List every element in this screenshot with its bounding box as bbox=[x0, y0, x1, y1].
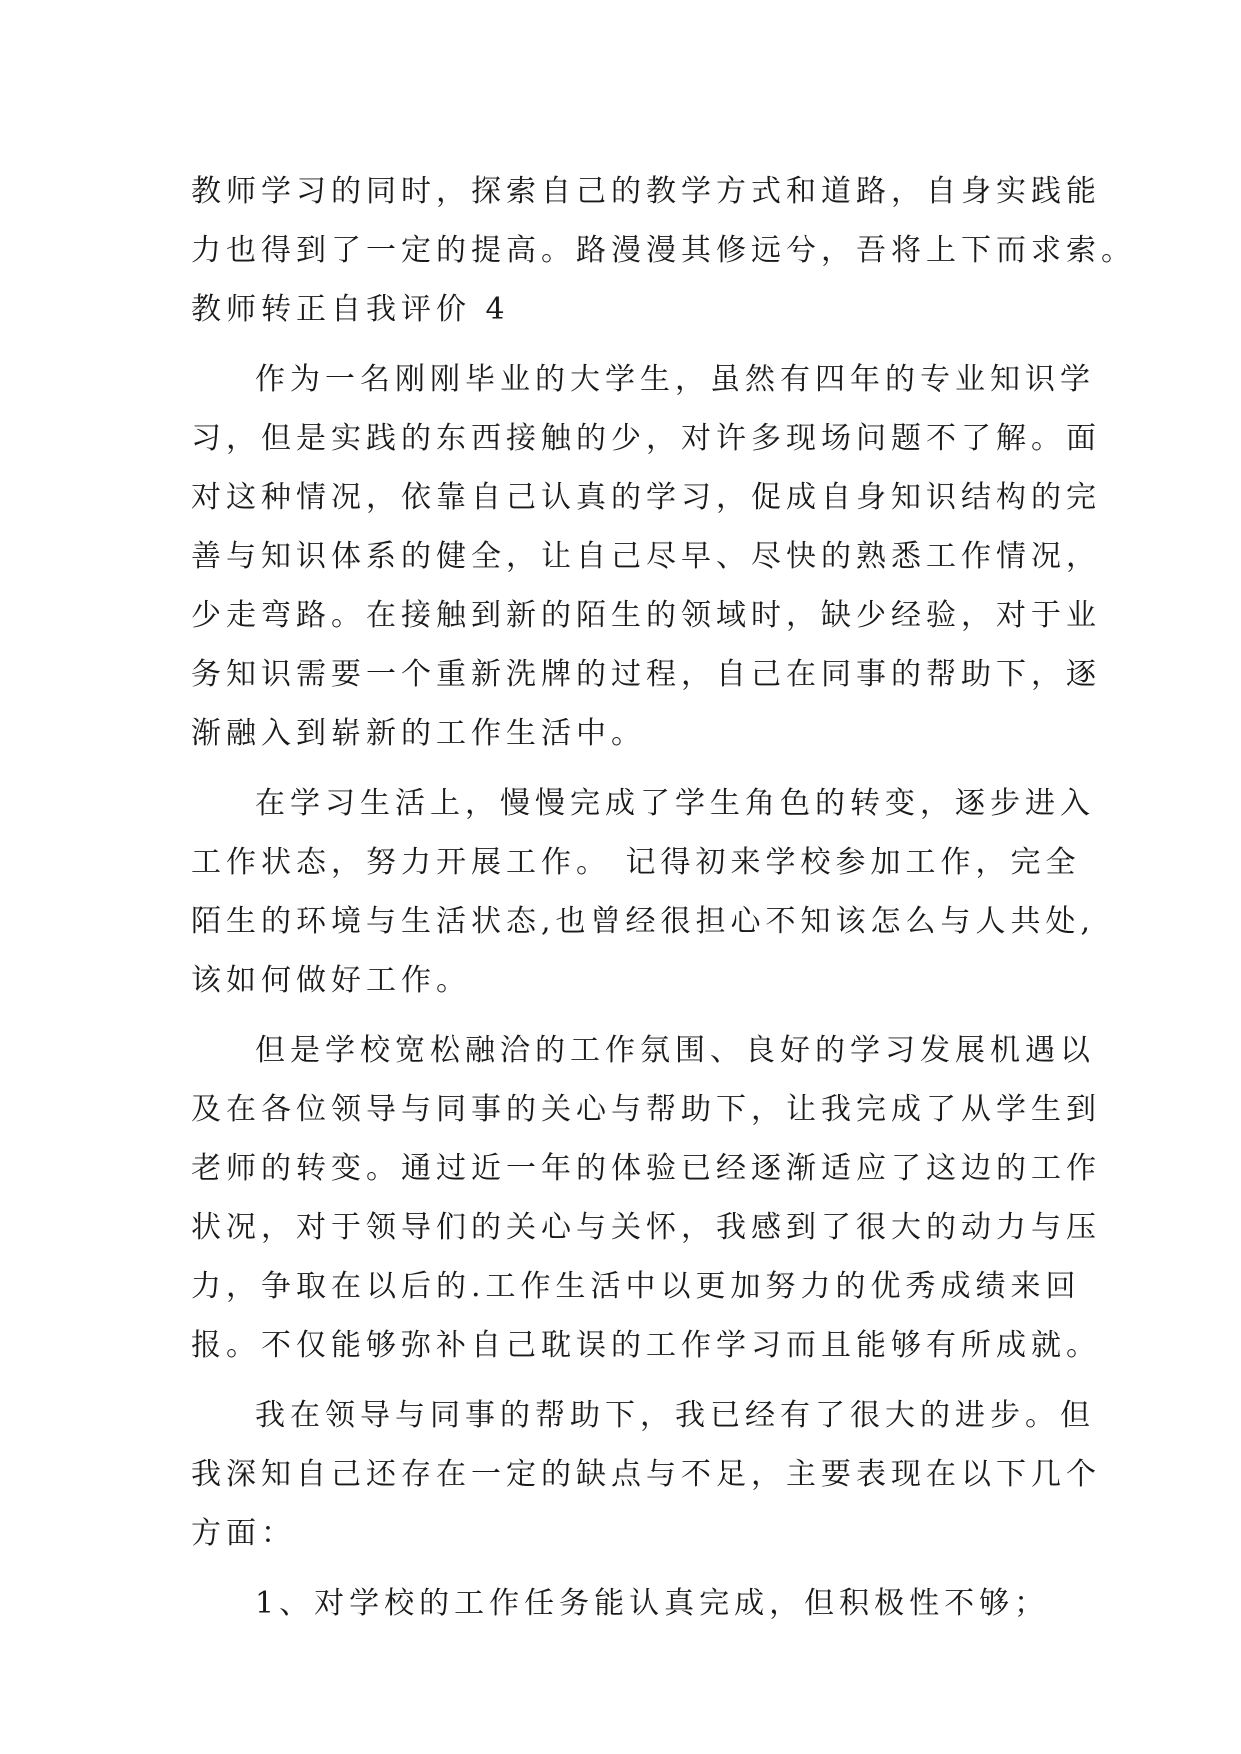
text-line: 陌生的环境与生活状态,也曾经很担心不知该怎么与人共处, bbox=[191, 904, 1096, 939]
text-line: 工作状态，努力开展工作。 记得初来学校参加工作，完全 bbox=[191, 845, 1081, 880]
paragraph-start-line: 我在领导与同事的帮助下，我已经有了很大的进步。但 bbox=[255, 1398, 1095, 1433]
text-line: 状况，对于领导们的关心与关怀，我感到了很大的动力与压 bbox=[191, 1210, 1101, 1245]
text-line: 力，争取在以后的.工作生活中以更加努力的优秀成绩来回 bbox=[191, 1269, 1081, 1304]
text-line: 力也得到了一定的提高。路漫漫其修远兮，吾将上下而求索。 bbox=[191, 233, 1136, 268]
text-line: 方面： bbox=[191, 1516, 296, 1551]
text-line: 我深知自己还存在一定的缺点与不足，主要表现在以下几个 bbox=[191, 1457, 1101, 1492]
text-line: 报。不仅能够弥补自己耽误的工作学习而且能够有所成就。 bbox=[191, 1328, 1101, 1363]
document-body bbox=[191, 162, 1136, 1633]
text-line: 渐融入到崭新的工作生活中。 bbox=[191, 716, 646, 751]
text-line: 少走弯路。在接触到新的陌生的领域时，缺少经验，对于业 bbox=[191, 598, 1101, 633]
text-line: 该如何做好工作。 bbox=[191, 963, 471, 998]
text-line: 善与知识体系的健全，让自己尽早、尽快的熟悉工作情况， bbox=[191, 539, 1101, 574]
text-line: 教师学习的同时，探索自己的教学方式和道路，自身实践能 bbox=[191, 174, 1101, 209]
paragraph-start-line: 作为一名刚刚毕业的大学生，虽然有四年的专业知识学 bbox=[255, 362, 1095, 397]
text-line: 对这种情况，依靠自己认真的学习，促成自身知识结构的完 bbox=[191, 480, 1101, 515]
paragraph-start-line: 在学习生活上，慢慢完成了学生角色的转变，逐步进入 bbox=[255, 786, 1095, 821]
section-heading: 教师转正自我评价 4 bbox=[191, 292, 510, 327]
text-line: 及在各位领导与同事的关心与帮助下，让我完成了从学生到 bbox=[191, 1092, 1101, 1127]
paragraph-start-line: 但是学校宽松融洽的工作氛围、良好的学习发展机遇以 bbox=[255, 1033, 1095, 1068]
text-line: 老师的转变。通过近一年的体验已经逐渐适应了这边的工作 bbox=[191, 1151, 1101, 1186]
list-item: 1、对学校的工作任务能认真完成，但积极性不够； bbox=[255, 1586, 1050, 1621]
text-line: 习，但是实践的东西接触的少，对许多现场问题不了解。面 bbox=[191, 421, 1101, 456]
text-line: 务知识需要一个重新洗牌的过程，自己在同事的帮助下，逐 bbox=[191, 657, 1101, 692]
